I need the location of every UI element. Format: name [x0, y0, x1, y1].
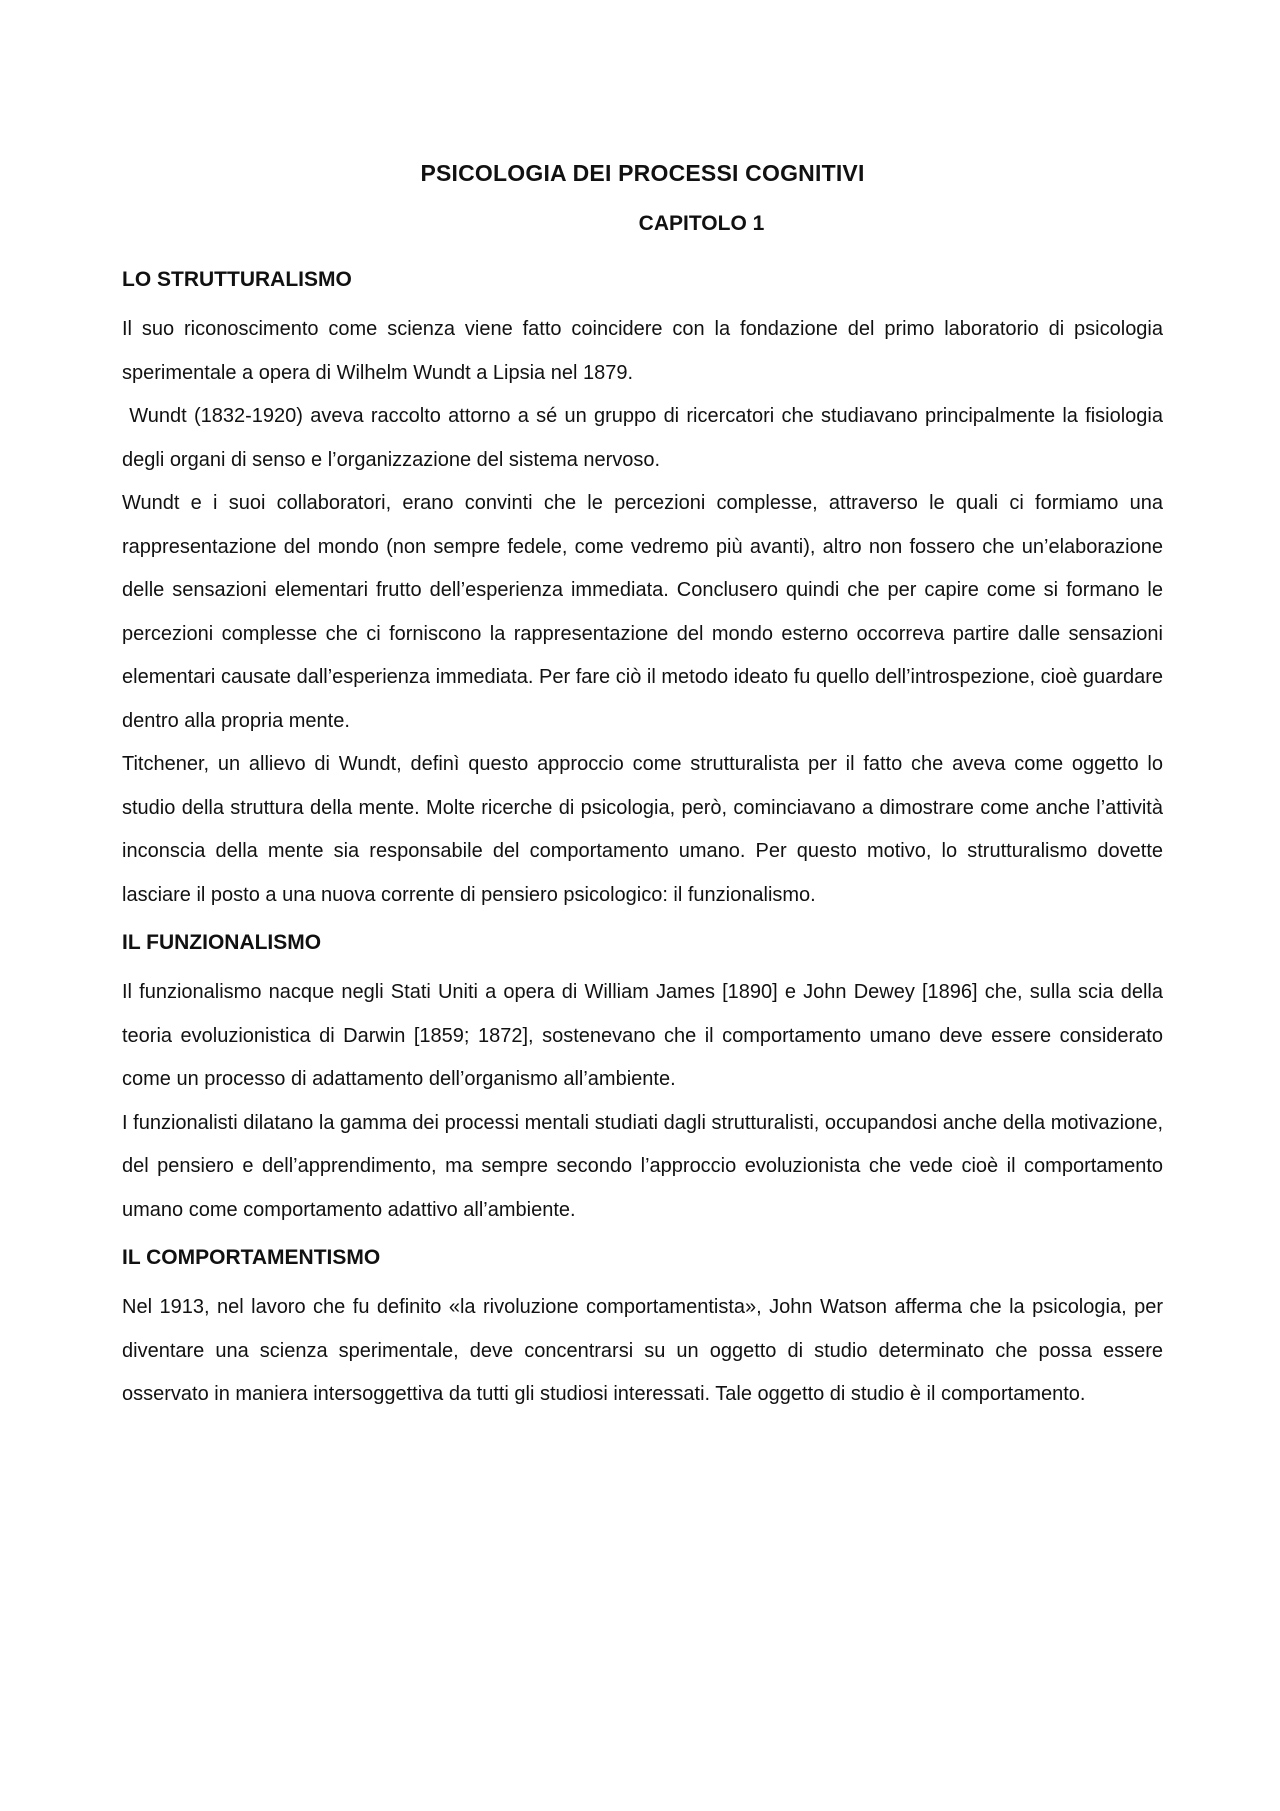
- paragraph: I funzionalisti dilatano la gamma dei processi mentali studiati dagli strutturalisti, occupandosi anche della motivazione, del pensiero e dell’apprendimento, ma sempre secondo l’approccio evoluzionista che vede cioè il comportamento umano come comportamento adattivo all’ambiente.: [122, 1111, 1163, 1221]
- document-page: [122, 150, 1169, 1417]
- section-heading: IL COMPORTAMENTISMO: [122, 1246, 381, 1269]
- document-title: PSICOLOGIA DEI PROCESSI COGNITIVI: [420, 160, 865, 186]
- section-comportamentismo: [122, 1246, 1163, 1417]
- paragraph: Il funzionalismo nacque negli Stati Uniti a opera di William James [1890] e John Dewey [1896] che, sulla scia della teoria evoluzionistica di Darwin [1859; 1872], sostenevano che il comportamento umano deve essere considerato come un processo di adattamento dell’organismo all’ambiente.: [122, 981, 1163, 1090]
- chapter-heading: CAPITOLO 1: [638, 212, 765, 235]
- paragraph: Wundt (1832-1920) aveva raccolto attorno a sé un gruppo di ricercatori che studiavano principalmente la fisiologia degli organi di senso e l’organizzazione del sistema nervoso.: [122, 405, 1169, 471]
- section-funzionalismo: [122, 931, 1163, 1232]
- section-strutturalismo: [122, 268, 1169, 917]
- paragraph: Nel 1913, nel lavoro che fu definito «la rivoluzione comportamentista», John Watson afferma che la psicologia, per diventare una scienza sperimentale, deve concentrarsi su un oggetto di studio determinato che possa essere osservato in maniera intersoggettiva da tutti gli studiosi interessati. Tale oggetto di studio è il comportamento.: [122, 1296, 1163, 1405]
- section-body: [122, 308, 1169, 917]
- section-body: [122, 971, 1163, 1232]
- section-heading: IL FUNZIONALISMO: [122, 931, 322, 954]
- paragraph: Titchener, un allievo di Wundt, definì questo approccio come strutturalista per il fatto che aveva come oggetto lo studio della struttura della mente. Molte ricerche di psicologia, però, cominciavano a dimostrare come anche l’attività inconscia della mente sia responsabile del comportamento umano. Per questo motivo, lo strutturalismo dovette lasciare il posto a una nuova corrente di pensiero psicologico: il funzionalismo.: [122, 753, 1163, 906]
- paragraph: Wundt e i suoi collaboratori, erano convinti che le percezioni complesse, attraverso le quali ci formiamo una rappresentazione del mondo (non sempre fedele, come vedremo più avanti), altro non fossero che un’elaborazione delle sensazioni elementari frutto dell’esperienza immediata. Conclusero quindi che per capire come si formano le percezioni complesse che ci forniscono la rappresentazione del mondo esterno occorreva partire dalle sensazioni elementari causate dall’esperienza immediata. Per fare ciò il metodo ideato fu quello dell’introspezione, cioè guardare dentro alla propria mente.: [122, 492, 1163, 732]
- section-heading: LO STRUTTURALISMO: [122, 268, 352, 291]
- section-body: [122, 1286, 1163, 1417]
- paragraph: Il suo riconoscimento come scienza viene fatto coincidere con la fondazione del primo laboratorio di psicologia sperimentale a opera di Wilhelm Wundt a Lipsia nel 1879.: [122, 318, 1169, 384]
